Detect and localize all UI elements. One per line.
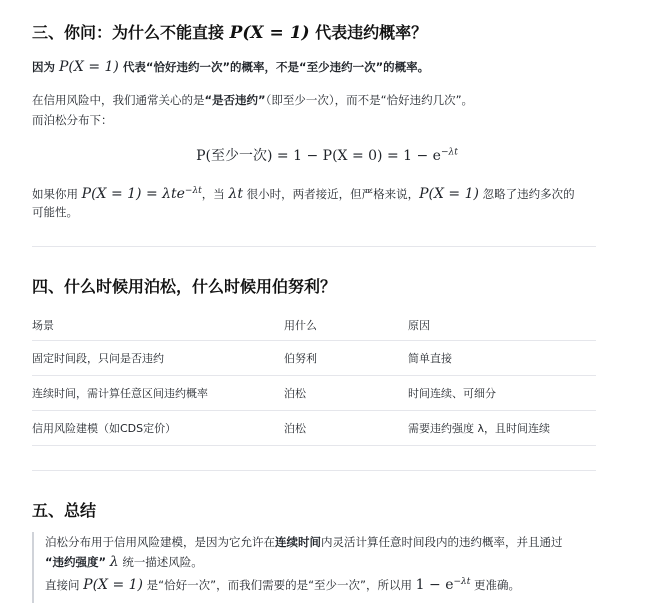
emphasis-text: 连续时间	[275, 535, 321, 549]
inline-math-exponent: −λt	[184, 186, 202, 196]
inline-math: 1 − e	[415, 576, 454, 593]
inline-math: P(X = 1)	[83, 576, 144, 593]
inline-math: P(X = 1)	[59, 59, 119, 75]
section-3-paragraph-1	[32, 90, 473, 110]
table-cell: 伯努利	[284, 341, 408, 376]
section-5-heading: 五、总结	[32, 501, 97, 520]
table-header-cell: 场景	[32, 310, 284, 341]
table-cell: 连续时间，需计算任意区间违约概率	[32, 376, 284, 411]
section-3-heading	[32, 20, 427, 43]
equation-text: P(至少一次) = 1 − P(X = 0) = 1 − e	[196, 148, 441, 164]
quote-text: 是“恰好一次”，而我们需要的是“至少一次”，所以用	[146, 577, 413, 592]
section-divider	[32, 470, 596, 471]
table-cell: 需要违约强度 λ，且时间连续	[408, 411, 596, 446]
section-3-paragraph-3	[32, 181, 575, 204]
table-cell: 信用风险建模（如CDS定价）	[32, 411, 284, 446]
paragraph-text: 可能性。	[32, 205, 78, 219]
heading-text: 代表违约概率？	[315, 23, 428, 42]
inline-math: λ	[109, 554, 119, 570]
table-header-cell: 用什么	[284, 310, 408, 341]
section-3-bold-line	[32, 57, 429, 77]
quote-text: 统一描述风险。	[122, 555, 203, 569]
summary-line-3	[45, 572, 602, 595]
paragraph-text: 如果你用	[32, 186, 78, 201]
section-divider	[32, 246, 596, 247]
table-cell: 固定时间段，只问是否违约	[32, 341, 284, 376]
heading-math: P(X = 1)	[229, 23, 310, 43]
inline-math: P(X = 1)	[419, 185, 479, 202]
paragraph-text: （即至少一次），而不是“恰好违约几次”。	[265, 93, 474, 107]
table-cell: 时间连续、可细分	[408, 376, 596, 411]
section-4-heading: 四、什么时候用泊松，什么时候用伯努利？	[32, 277, 337, 296]
emphasis-text: “违约强度”	[45, 555, 107, 569]
summary-line-1	[45, 532, 602, 552]
display-equation	[0, 145, 654, 165]
paragraph-text: 忽略了违约多次的	[482, 186, 575, 201]
table-header-row	[32, 310, 596, 341]
quote-text: 内灵活计算任意时间段内的违约概率，并且通过	[321, 535, 563, 549]
paragraph-text: ，当	[201, 186, 225, 201]
table-cell: 简单直接	[408, 341, 596, 376]
quote-text: 直接问	[45, 577, 80, 592]
section-3-paragraph-2	[32, 110, 113, 130]
table-row	[32, 341, 596, 376]
table-cell: 泊松	[284, 411, 408, 446]
table-row	[32, 376, 596, 411]
bold-text: 代表“恰好违约一次”的概率，不是“至少违约一次”的概率。	[122, 60, 430, 74]
section-3-paragraph-3-line-2	[32, 202, 78, 222]
comparison-table	[32, 310, 596, 446]
summary-line-2	[45, 552, 602, 572]
inline-math-exponent: −λt	[453, 577, 471, 587]
table-row	[32, 411, 596, 446]
paragraph-text: 而泊松分布下：	[32, 113, 113, 127]
inline-math: λt	[228, 185, 243, 202]
inline-math: P(X = 1) = λte	[81, 185, 185, 202]
bold-text: 因为	[32, 60, 55, 74]
table-cell: 泊松	[284, 376, 408, 411]
quote-text: 更准确。	[474, 577, 521, 592]
table-header-cell: 原因	[408, 310, 596, 341]
summary-blockquote	[32, 532, 602, 603]
heading-text: 三、你问：为什么不能直接	[32, 23, 225, 42]
equation-exponent: −λt	[440, 147, 458, 158]
paragraph-text: 很小时，两者接近，但严格来说，	[246, 186, 420, 201]
emphasis-text: “是否违约”	[204, 93, 266, 107]
quote-text: 泊松分布用于信用风险建模，是因为它允许在	[45, 535, 275, 549]
paragraph-text: 在信用风险中，我们通常关心的是	[32, 93, 205, 107]
